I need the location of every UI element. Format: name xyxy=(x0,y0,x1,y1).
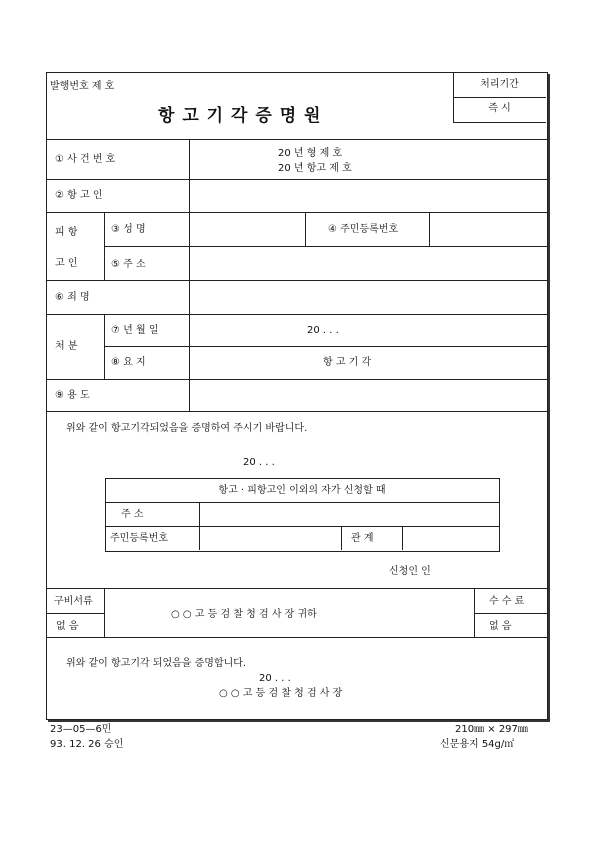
issue-number: 발행번호 제 호 xyxy=(50,81,115,92)
applicant-box-title: 항고 · 피항고인 이외의 자가 신청할 때 xyxy=(218,485,386,496)
paper-size: 210㎜ × 297㎜ xyxy=(455,724,528,735)
fee-mid-line xyxy=(474,613,547,614)
bottom-row-bottom xyxy=(46,637,547,638)
case-number-line1: 20 년 형 제 호 xyxy=(278,148,343,159)
table-top xyxy=(46,139,547,140)
applicant-address-label: 주 소 xyxy=(121,509,144,520)
certify-date: 20 . . . xyxy=(259,673,291,684)
appellant-label: ② 항 고 인 xyxy=(55,190,103,201)
processing-period-value: 즉 시 xyxy=(488,103,511,114)
col-line xyxy=(305,212,306,246)
row-line xyxy=(46,280,547,281)
required-docs-label: 구비서류 xyxy=(54,596,93,607)
request-date: 20 . . . xyxy=(243,457,275,468)
row-line xyxy=(46,411,547,412)
respondent-label-1: 피 항 xyxy=(55,227,78,238)
date-value: 20 . . . xyxy=(307,325,339,336)
docs-mid-line xyxy=(46,613,104,614)
row-line xyxy=(46,314,547,315)
applicant-rrn-label: 주민등록번호 xyxy=(110,533,168,544)
row-line xyxy=(104,346,547,347)
paper-type: 신문용지 54g/㎡ xyxy=(440,739,515,750)
certify-issuer: ○ ○ 고 등 검 찰 청 검 사 장 xyxy=(219,688,343,699)
case-number-label: ① 사 건 번 호 xyxy=(55,154,116,165)
rrn-label: ④ 주민등록번호 xyxy=(328,224,399,235)
col-line xyxy=(104,314,105,379)
gist-label: ⑧ 요 지 xyxy=(111,357,146,368)
row-line xyxy=(104,246,547,247)
bottom-row-top xyxy=(46,588,547,589)
proc-box-bottom xyxy=(453,122,546,123)
applicant-row-line xyxy=(105,502,499,503)
row-line xyxy=(46,379,547,380)
disposition-label: 처 분 xyxy=(55,341,78,352)
processing-period-label: 처리기간 xyxy=(480,79,519,90)
docs-col-line xyxy=(104,588,105,637)
page-title: 항 고 기 각 증 명 원 xyxy=(158,106,322,126)
applicant-col-line xyxy=(341,526,342,550)
col-line xyxy=(104,212,105,280)
applicant-col-line xyxy=(199,502,200,550)
name-label: ③ 성 명 xyxy=(111,224,146,235)
approval-date: 93. 12. 26 승인 xyxy=(50,739,124,750)
gist-value: 항 고 기 각 xyxy=(323,357,372,368)
address-label: ⑤ 주 소 xyxy=(111,259,146,270)
form-number: 23—05—6민 xyxy=(50,724,112,735)
fee-value: 없 음 xyxy=(489,621,512,632)
col-line xyxy=(189,139,190,411)
applicant-col-line xyxy=(402,526,403,550)
row-line xyxy=(46,179,547,180)
applicant-relation-label: 관 계 xyxy=(351,533,374,544)
proc-box-mid xyxy=(453,97,546,98)
required-docs-value: 없 음 xyxy=(56,621,79,632)
fee-label: 수 수 료 xyxy=(489,596,525,607)
row-line xyxy=(46,212,547,213)
applicant-signature: 신청인 인 xyxy=(389,566,431,577)
charge-label: ⑥ 죄 명 xyxy=(55,292,90,303)
applicant-row-line xyxy=(105,526,499,527)
date-label: ⑦ 년 월 일 xyxy=(111,325,159,336)
case-number-line2: 20 년 항고 제 호 xyxy=(278,163,352,174)
certify-text: 위와 같이 항고기각 되었음을 증명합니다. xyxy=(66,658,247,669)
purpose-label: ⑨ 용 도 xyxy=(55,390,90,401)
col-line xyxy=(429,212,430,246)
request-text: 위와 같이 항고기각되었음을 증명하여 주시기 바랍니다. xyxy=(66,423,308,434)
addressee: ○ ○ 고 등 검 찰 청 검 사 장 귀하 xyxy=(171,609,317,620)
respondent-label-2: 고 인 xyxy=(55,258,78,269)
